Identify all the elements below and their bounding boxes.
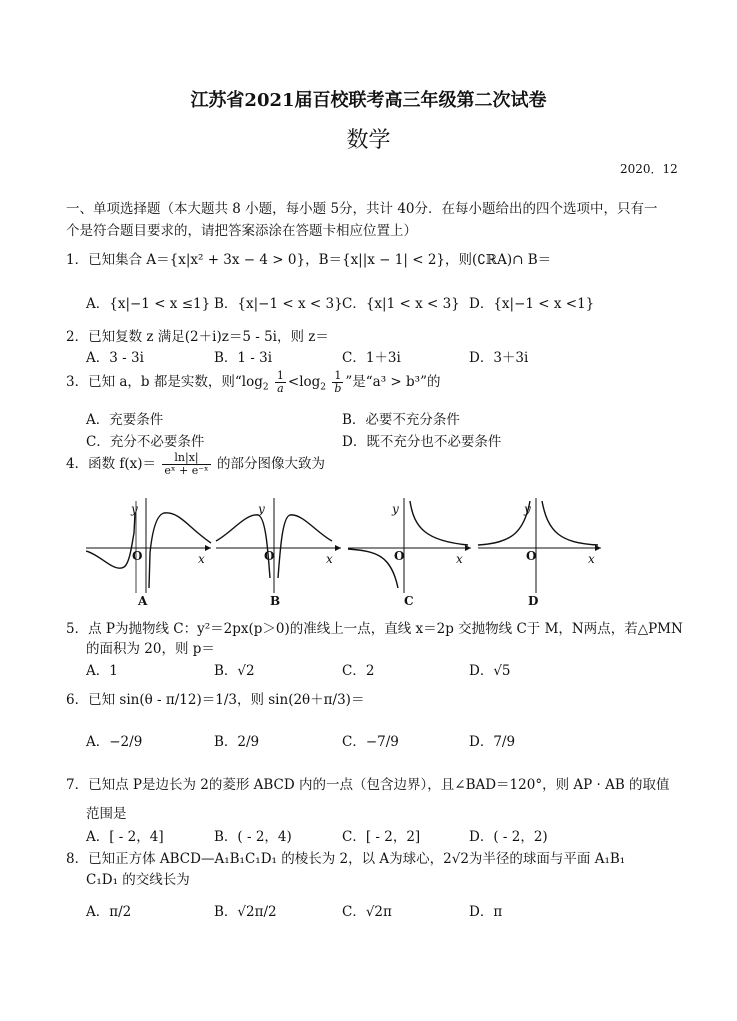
question-text: 已知点 P是边长为 2的菱形 ABCD 内的一点（包含边界），且∠BAD＝120°，则 AP · AB 的取值 bbox=[88, 777, 670, 793]
graph-a bbox=[86, 498, 211, 593]
question-text: 已知正方体 ABCD—A₁B₁C₁D₁ 的棱长为 2，以 A为球心，2√2为半径的球面与平面 A₁B₁ bbox=[88, 851, 626, 867]
graph-b-y-label: y bbox=[258, 502, 265, 516]
graphs-svg bbox=[86, 493, 606, 611]
question-number: 1． bbox=[66, 252, 89, 268]
q5-option-d: D．√5 bbox=[469, 663, 511, 679]
graph-b-x-label: x bbox=[326, 552, 333, 566]
graph-a-x-label: x bbox=[198, 552, 205, 566]
q1-option-d: D．{x|−1 < x <1} bbox=[469, 296, 595, 312]
question-5-stem-line2: 的面积为 20，则 p＝ bbox=[86, 641, 215, 657]
q6-option-c: C．−7/9 bbox=[342, 734, 399, 750]
graph-c-y-label: y bbox=[392, 502, 399, 516]
question-2-stem bbox=[66, 325, 329, 345]
graph-d-origin: O bbox=[526, 549, 537, 563]
q8-option-c: C．√2π bbox=[342, 904, 392, 920]
q7-option-c: C．[ - 2，2] bbox=[342, 829, 421, 845]
q6-option-a: A．−2/9 bbox=[86, 734, 143, 750]
q3-option-b: B．必要不充分条件 bbox=[342, 412, 460, 428]
question-4-stem bbox=[66, 452, 325, 477]
q8-option-b: B．√2π/2 bbox=[214, 904, 277, 920]
q7-option-a: A．[ - 2，4] bbox=[86, 829, 164, 845]
question-6-stem bbox=[66, 688, 364, 708]
graph-b-origin: O bbox=[264, 549, 275, 563]
question-5-stem-line1 bbox=[66, 617, 683, 637]
question-number: 4． bbox=[66, 456, 89, 472]
graph-a-origin: O bbox=[132, 549, 143, 563]
question-number: 3． bbox=[66, 374, 89, 390]
question-number: 7． bbox=[66, 777, 89, 793]
graph-d-x-label: x bbox=[588, 552, 595, 566]
q2-option-b: B．1 - 3i bbox=[214, 350, 273, 366]
question-1-stem bbox=[66, 248, 551, 268]
function-graphs-figure bbox=[86, 493, 606, 615]
graph-a-y-label: y bbox=[131, 502, 138, 516]
q2-option-c: C．1＋3i bbox=[342, 350, 401, 366]
question-number: 8． bbox=[66, 851, 89, 867]
graph-a-label: A bbox=[138, 594, 148, 608]
graph-c-label: C bbox=[404, 594, 414, 608]
question-7-stem-line2: 范围是 bbox=[86, 806, 127, 822]
q6-option-b: B．2/9 bbox=[214, 734, 260, 750]
question-text: ”是“a³ > b³”的 bbox=[345, 374, 441, 390]
q7-option-d: D．( - 2，2) bbox=[469, 829, 548, 845]
graph-b bbox=[216, 498, 341, 593]
q5-option-a: A．1 bbox=[86, 663, 118, 679]
q3-option-d: D．既不充分也不必要条件 bbox=[342, 434, 502, 450]
q8-option-d: D．π bbox=[469, 904, 503, 920]
graph-d-label: D bbox=[528, 594, 539, 608]
q3-option-a: A．充要条件 bbox=[86, 412, 164, 428]
graph-c bbox=[348, 498, 471, 593]
section-heading-line1: 一、单项选择题（本大题共 8 小题，每小题 5分，共计 40分．在每小题给出的四个选项中，只有一 bbox=[66, 201, 658, 217]
exam-date: 2020．12 bbox=[620, 162, 678, 176]
section-heading-line2: 个是符合题目要求的，请把答案添涂在答题卡相应位置上） bbox=[66, 223, 417, 239]
fraction: $\frac{\ln|x|}{\text{eˣ + e⁻ˣ}}$ bbox=[164, 451, 209, 477]
question-text: 已知 a，b 都是实数，则“log bbox=[88, 374, 263, 390]
graph-b-label: B bbox=[270, 594, 281, 608]
q5-option-c: C．2 bbox=[342, 663, 375, 679]
question-3-stem: 3．已知 a，b 都是实数，则“$\log_2$ $\frac{1}{a}$ $<\log_2$ $\frac{1}{b}$ ”是“a³ > b³”的 bbox=[66, 369, 441, 395]
q3-option-c: C．充分不必要条件 bbox=[86, 434, 205, 450]
fraction: $\frac{1}{a}$ bbox=[276, 369, 284, 395]
q7-option-b: B．( - 2，4) bbox=[214, 829, 292, 845]
question-number: 2． bbox=[66, 329, 89, 345]
exam-title: 江苏省2021届百校联考高三年级第二次试卷 bbox=[190, 90, 547, 111]
q8-option-a: A．π/2 bbox=[86, 904, 132, 920]
question-text: 点 P为抛物线 C：y²＝2px(p＞0)的准线上一点，直线 x＝2p 交抛物线 C于 M，N两点，若△PMN bbox=[88, 621, 683, 637]
question-text: 已知复数 z 满足(2＋i)z＝5 - 5i，则 z＝ bbox=[88, 329, 329, 345]
graph-c-x-label: x bbox=[456, 552, 463, 566]
question-text: 的部分图像大致为 bbox=[217, 456, 325, 472]
question-number: 6． bbox=[66, 692, 89, 708]
q5-option-b: B．√2 bbox=[214, 663, 255, 679]
q1-option-b: B．{x|−1 < x < 3} bbox=[214, 296, 343, 312]
q2-option-a: A．3 - 3i bbox=[86, 350, 144, 366]
question-text: 已知 sin(θ - π/12)＝1/3，则 sin(2θ＋π/3)＝ bbox=[88, 692, 365, 708]
question-8-stem-line2: C₁D₁ 的交线长为 bbox=[86, 872, 190, 888]
subject-title: 数学 bbox=[346, 128, 391, 153]
question-8-stem-line1 bbox=[66, 847, 625, 867]
q1-option-a: A．{x|−1 < x ≤1} bbox=[86, 296, 211, 312]
graph-d-y-label: y bbox=[524, 502, 531, 516]
question-text: 函数 f(x)＝ bbox=[88, 456, 157, 472]
question-text: 已知集合 A＝{x|x² + 3x − 4 > 0}，B＝{x||x − 1| < 2}，则(∁ℝA)∩ B＝ bbox=[88, 252, 552, 268]
q1-option-c: C．{x|1 < x < 3} bbox=[342, 296, 460, 312]
question-7-stem-line1 bbox=[66, 773, 670, 793]
graph-c-origin: O bbox=[394, 549, 405, 563]
q6-option-d: D．7/9 bbox=[469, 734, 516, 750]
q2-option-d: D．3＋3i bbox=[469, 350, 529, 366]
fraction: $\frac{1}{b}$ bbox=[334, 369, 342, 395]
question-number: 5． bbox=[66, 621, 89, 637]
graph-d bbox=[478, 498, 601, 593]
